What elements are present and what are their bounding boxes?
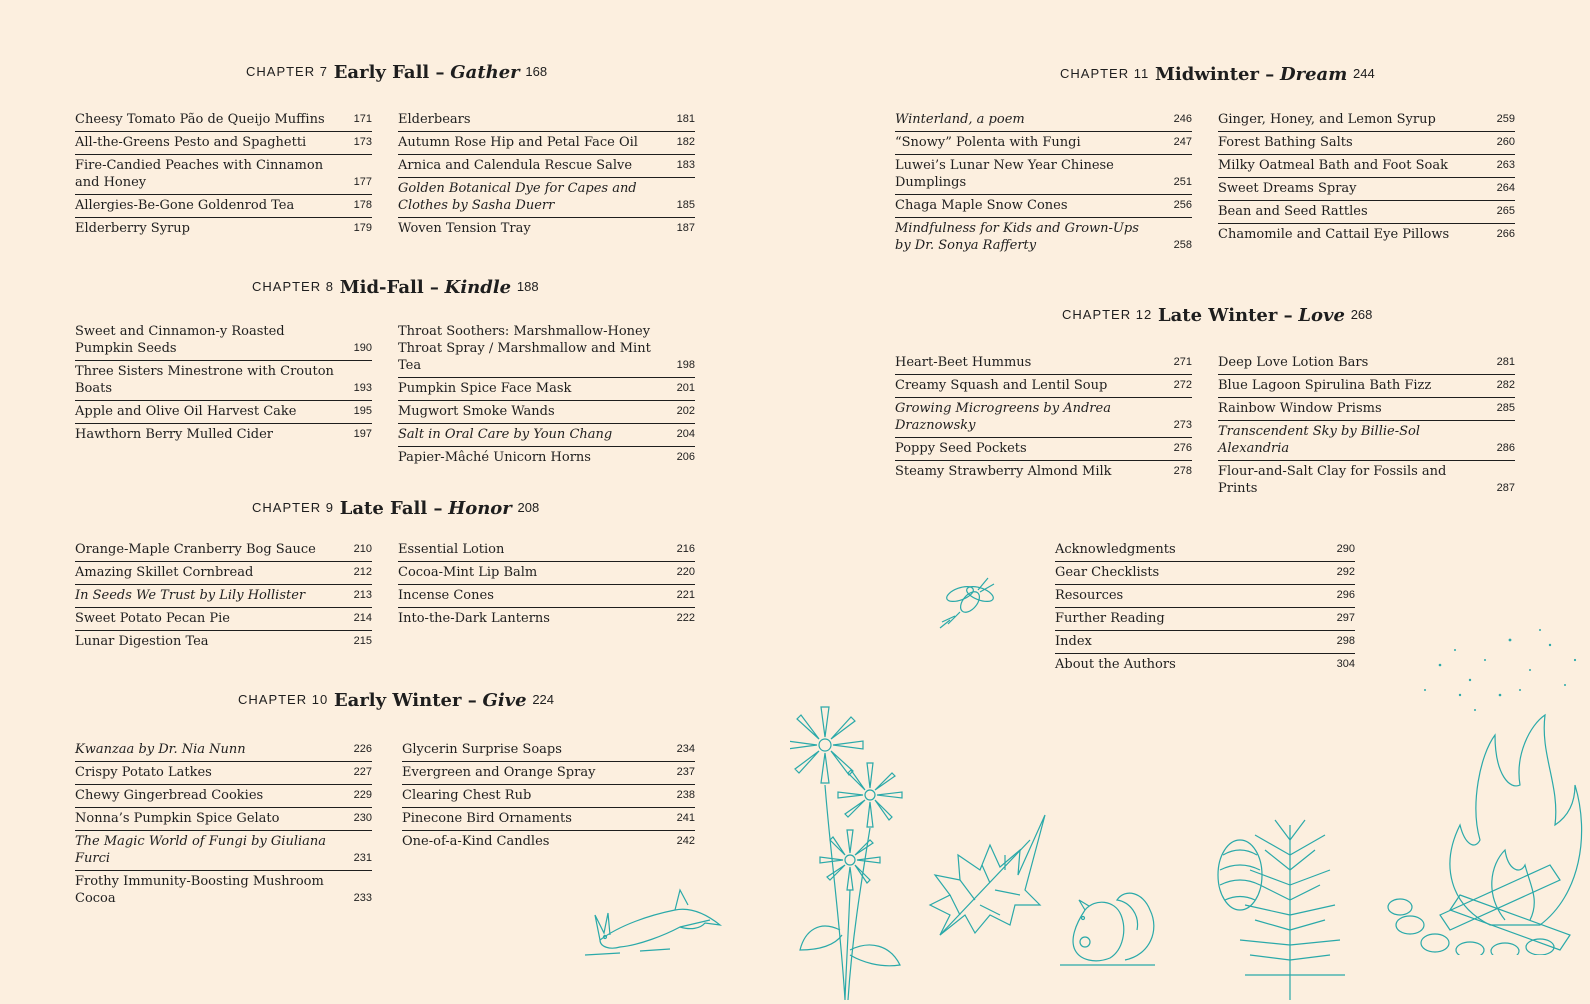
chapter-8-header[interactable] bbox=[252, 277, 539, 298]
chapter-page: 188 bbox=[516, 279, 539, 294]
toc-entry[interactable] bbox=[1218, 155, 1515, 178]
entry-title: Cheesy Tomato Pão de Queijo Muffins bbox=[75, 112, 325, 127]
toc-entry[interactable] bbox=[398, 109, 695, 132]
chapter-label: CHAPTER 12 bbox=[1062, 307, 1153, 322]
toc-entry[interactable] bbox=[398, 218, 695, 240]
toc-entry[interactable] bbox=[398, 178, 695, 218]
toc-entry[interactable] bbox=[402, 831, 695, 853]
entry-page: 193 bbox=[353, 382, 372, 394]
entry-title: Frothy Immunity-Boosting Mushroom Cocoa bbox=[75, 874, 324, 906]
chapter-page: 268 bbox=[1350, 307, 1373, 322]
leaf-illustration bbox=[920, 795, 1060, 945]
toc-entry[interactable] bbox=[895, 375, 1192, 398]
toc-column bbox=[398, 109, 695, 240]
entry-title: Bean and Seed Rattles bbox=[1218, 204, 1368, 219]
entry-title: Golden Botanical Dye for Capes and Clothes by Sasha Duerr bbox=[398, 181, 637, 213]
chapter-label: CHAPTER 10 bbox=[238, 692, 329, 707]
entry-page: 246 bbox=[1173, 113, 1192, 125]
entry-page: 242 bbox=[676, 835, 695, 847]
toc-entry[interactable] bbox=[398, 132, 695, 155]
toc-column bbox=[75, 739, 372, 910]
entry-page: 214 bbox=[353, 612, 372, 624]
toc-column bbox=[1218, 109, 1515, 246]
chapter-page: 208 bbox=[517, 500, 540, 515]
chapter-12-header[interactable] bbox=[1062, 305, 1372, 326]
toc-entry[interactable] bbox=[75, 195, 372, 218]
entry-title: Milky Oatmeal Bath and Foot Soak bbox=[1218, 158, 1448, 173]
entry-title: Chewy Gingerbread Cookies bbox=[75, 788, 264, 803]
entry-page: 234 bbox=[676, 743, 695, 755]
entry-page: 229 bbox=[353, 789, 372, 801]
entry-title: Rainbow Window Prisms bbox=[1218, 401, 1382, 416]
entry-page: 251 bbox=[1173, 176, 1192, 188]
entry-page: 183 bbox=[676, 159, 695, 171]
toc-entry[interactable] bbox=[895, 461, 1192, 483]
chapter-subtitle: Dream bbox=[1280, 64, 1348, 85]
entry-title: The Magic World of Fungi by Giuliana Furci bbox=[75, 834, 327, 866]
entry-page: 231 bbox=[353, 852, 372, 864]
entry-page: 220 bbox=[676, 566, 695, 578]
chapter-page: 224 bbox=[532, 692, 555, 707]
toc-entry[interactable] bbox=[1055, 608, 1355, 631]
toc-entry[interactable] bbox=[75, 401, 372, 424]
entry-title: Flour-and-Salt Clay for Fossils and Prints bbox=[1218, 464, 1447, 496]
entry-title: Sweet Potato Pecan Pie bbox=[75, 611, 230, 626]
toc-entry[interactable] bbox=[895, 109, 1192, 132]
toc-entry[interactable] bbox=[75, 608, 372, 631]
entry-page: 297 bbox=[1336, 612, 1355, 624]
toc-entry[interactable] bbox=[75, 871, 372, 910]
toc-entry[interactable] bbox=[1218, 352, 1515, 375]
toc-entry[interactable] bbox=[402, 785, 695, 808]
entry-page: 202 bbox=[676, 405, 695, 417]
chapter-subtitle: Give bbox=[482, 690, 527, 711]
toc-entry[interactable] bbox=[1218, 461, 1515, 500]
entry-title: Papier-Mâché Unicorn Horns bbox=[398, 450, 591, 465]
entry-page: 213 bbox=[353, 589, 372, 601]
entry-page: 179 bbox=[353, 222, 372, 234]
chapter-subtitle: Honor bbox=[448, 498, 512, 519]
entry-page: 178 bbox=[353, 199, 372, 211]
toc-entry[interactable] bbox=[75, 109, 372, 132]
toc-entry[interactable] bbox=[75, 562, 372, 585]
backmatter-list bbox=[1055, 539, 1355, 676]
entry-page: 247 bbox=[1173, 136, 1192, 148]
entry-page: 298 bbox=[1336, 635, 1355, 647]
entry-title: Apple and Olive Oil Harvest Cake bbox=[75, 404, 297, 419]
toc-entry[interactable] bbox=[895, 398, 1192, 438]
entry-page: 233 bbox=[353, 892, 372, 904]
chapter-11-header[interactable] bbox=[1060, 64, 1375, 85]
flowers-illustration bbox=[790, 700, 930, 1000]
entry-title: Clearing Chest Rub bbox=[402, 788, 532, 803]
entry-title: Heart-Beet Hummus bbox=[895, 355, 1032, 370]
entry-title: Mugwort Smoke Wands bbox=[398, 404, 555, 419]
chapter-title: Early Fall – bbox=[333, 62, 445, 83]
toc-entry[interactable] bbox=[398, 378, 695, 401]
entry-title: Sweet and Cinnamon-y Roasted Pumpkin Seeds bbox=[75, 324, 285, 356]
entry-title: All-the-Greens Pesto and Spaghetti bbox=[75, 135, 307, 150]
entry-page: 296 bbox=[1336, 589, 1355, 601]
entry-title: About the Authors bbox=[1055, 657, 1176, 672]
entry-title: Transcendent Sky by Billie-Sol Alexandria bbox=[1218, 424, 1420, 456]
entry-title: In Seeds We Trust by Lily Hollister bbox=[75, 588, 306, 603]
entry-title: Further Reading bbox=[1055, 611, 1165, 626]
chapter-page: 244 bbox=[1353, 66, 1375, 81]
toc-entry[interactable] bbox=[398, 155, 695, 178]
toc-entry[interactable] bbox=[75, 361, 372, 401]
entry-title: Woven Tension Tray bbox=[398, 221, 531, 236]
entry-page: 258 bbox=[1173, 239, 1192, 251]
entry-page: 197 bbox=[353, 428, 372, 440]
entry-page: 198 bbox=[676, 359, 695, 371]
toc-entry[interactable] bbox=[398, 608, 695, 630]
toc-entry[interactable] bbox=[398, 539, 695, 562]
entry-title: Kwanzaa by Dr. Nia Nunn bbox=[75, 742, 246, 757]
toc-entry[interactable] bbox=[75, 739, 372, 762]
entry-page: 195 bbox=[353, 405, 372, 417]
entry-page: 226 bbox=[353, 743, 372, 755]
entry-title: Sweet Dreams Spray bbox=[1218, 181, 1357, 196]
entry-title: Orange-Maple Cranberry Bog Sauce bbox=[75, 542, 316, 557]
entry-title: Growing Microgreens by Andrea Draznowsky bbox=[895, 401, 1111, 433]
firefly-illustration bbox=[930, 572, 1010, 642]
entry-title: Crispy Potato Latkes bbox=[75, 765, 212, 780]
toc-column bbox=[895, 352, 1192, 483]
toc-entry[interactable] bbox=[1055, 654, 1355, 676]
entry-page: 259 bbox=[1496, 113, 1515, 125]
entry-page: 221 bbox=[676, 589, 695, 601]
entry-title: Luwei’s Lunar New Year Chinese Dumplings bbox=[895, 158, 1114, 190]
toc-column bbox=[75, 109, 372, 240]
entry-page: 204 bbox=[676, 428, 695, 440]
toc-entry[interactable] bbox=[398, 585, 695, 608]
entry-title: Blue Lagoon Spirulina Bath Fizz bbox=[1218, 378, 1432, 393]
chapter-9-header[interactable] bbox=[252, 498, 539, 519]
toc-entry[interactable] bbox=[1055, 539, 1355, 562]
entry-page: 256 bbox=[1173, 199, 1192, 211]
entry-title: Amazing Skillet Cornbread bbox=[75, 565, 254, 580]
entry-title: Allergies-Be-Gone Goldenrod Tea bbox=[75, 198, 295, 213]
entry-title: Ginger, Honey, and Lemon Syrup bbox=[1218, 112, 1436, 127]
toc-entry[interactable] bbox=[1218, 375, 1515, 398]
toc-entry[interactable] bbox=[1218, 178, 1515, 201]
toc-entry[interactable] bbox=[75, 132, 372, 155]
squirrel-illustration bbox=[1055, 880, 1165, 970]
entry-page: 237 bbox=[676, 766, 695, 778]
entry-title: Resources bbox=[1055, 588, 1124, 603]
chapter-label: CHAPTER 9 bbox=[252, 500, 334, 515]
entry-page: 273 bbox=[1173, 419, 1192, 431]
entry-page: 171 bbox=[353, 113, 372, 125]
toc-column bbox=[75, 539, 372, 653]
toc-entry[interactable] bbox=[398, 401, 695, 424]
toc-entry[interactable] bbox=[398, 447, 695, 469]
entry-title: Elderbears bbox=[398, 112, 471, 127]
chapter-subtitle: Gather bbox=[450, 62, 520, 83]
entry-title: Essential Lotion bbox=[398, 542, 505, 557]
entry-title: Creamy Squash and Lentil Soup bbox=[895, 378, 1108, 393]
toc-entry[interactable] bbox=[1055, 585, 1355, 608]
entry-title: Acknowledgments bbox=[1055, 542, 1176, 557]
chapter-label: CHAPTER 7 bbox=[246, 64, 328, 79]
toc-column bbox=[75, 321, 372, 446]
entry-title: Chaga Maple Snow Cones bbox=[895, 198, 1068, 213]
entry-page: 278 bbox=[1173, 465, 1192, 477]
toc-entry[interactable] bbox=[895, 195, 1192, 218]
entry-title: Pinecone Bird Ornaments bbox=[402, 811, 572, 826]
entry-title: Index bbox=[1055, 634, 1092, 649]
toc-entry[interactable] bbox=[75, 762, 372, 785]
entry-page: 215 bbox=[353, 635, 372, 647]
chapter-title: Early Winter – bbox=[333, 690, 477, 711]
chapter-subtitle: Kindle bbox=[444, 277, 512, 298]
entry-page: 206 bbox=[676, 451, 695, 463]
chapter-10-header[interactable] bbox=[238, 690, 554, 711]
entry-title: Incense Cones bbox=[398, 588, 494, 603]
entry-title: Fire-Candied Peaches with Cinnamon and Honey bbox=[75, 158, 324, 190]
toc-entry[interactable] bbox=[75, 155, 372, 195]
toc-entry[interactable] bbox=[1218, 224, 1515, 246]
entry-title: Mindfulness for Kids and Grown-Ups by Dr. Sonya Rafferty bbox=[895, 221, 1139, 253]
entry-page: 276 bbox=[1173, 442, 1192, 454]
entry-page: 212 bbox=[353, 566, 372, 578]
entry-page: 185 bbox=[676, 199, 695, 211]
entry-page: 187 bbox=[676, 222, 695, 234]
entry-title: Pumpkin Spice Face Mask bbox=[398, 381, 572, 396]
entry-title: Arnica and Calendula Rescue Salve bbox=[398, 158, 633, 173]
toc-entry[interactable] bbox=[75, 631, 372, 653]
toc-entry[interactable] bbox=[1055, 562, 1355, 585]
toc-entry[interactable] bbox=[75, 831, 372, 871]
toc-entry[interactable] bbox=[1218, 109, 1515, 132]
toc-entry[interactable] bbox=[1218, 132, 1515, 155]
entry-title: One-of-a-Kind Candles bbox=[402, 834, 550, 849]
entry-page: 181 bbox=[676, 113, 695, 125]
chapter-title: Late Winter – bbox=[1157, 305, 1293, 326]
entry-title: Lunar Digestion Tea bbox=[75, 634, 209, 649]
toc-column bbox=[398, 539, 695, 630]
entry-title: Hawthorn Berry Mulled Cider bbox=[75, 427, 273, 442]
toc-entry[interactable] bbox=[895, 155, 1192, 195]
chapter-title: Late Fall – bbox=[339, 498, 443, 519]
entry-page: 271 bbox=[1173, 356, 1192, 368]
entry-page: 177 bbox=[353, 176, 372, 188]
chapter-7-header[interactable] bbox=[246, 62, 547, 83]
toc-entry[interactable] bbox=[402, 808, 695, 831]
entry-page: 222 bbox=[676, 612, 695, 624]
chapter-title: Midwinter – bbox=[1154, 64, 1275, 85]
entry-title: Winterland, a poem bbox=[895, 112, 1025, 127]
entry-title: “Snowy” Polenta with Fungi bbox=[895, 135, 1081, 150]
entry-page: 292 bbox=[1336, 566, 1355, 578]
entry-title: Gear Checklists bbox=[1055, 565, 1160, 580]
entry-title: Into-the-Dark Lanterns bbox=[398, 611, 550, 626]
entry-page: 290 bbox=[1336, 543, 1355, 555]
entry-page: 265 bbox=[1496, 205, 1515, 217]
toc-entry[interactable] bbox=[895, 132, 1192, 155]
toc-entry[interactable] bbox=[895, 352, 1192, 375]
toc-entry[interactable] bbox=[402, 739, 695, 762]
toc-entry[interactable] bbox=[75, 424, 372, 446]
entry-title: Poppy Seed Pockets bbox=[895, 441, 1027, 456]
entry-title: Throat Soothers: Marshmallow-Honey Throat Spray / Marshmallow and Mint Tea bbox=[398, 324, 651, 373]
toc-entry[interactable] bbox=[402, 762, 695, 785]
entry-title: Three Sisters Minestrone with Crouton Boats bbox=[75, 364, 334, 396]
entry-page: 282 bbox=[1496, 379, 1515, 391]
entry-page: 263 bbox=[1496, 159, 1515, 171]
entry-page: 264 bbox=[1496, 182, 1515, 194]
entry-title: Autumn Rose Hip and Petal Face Oil bbox=[398, 135, 638, 150]
entry-title: Cocoa-Mint Lip Balm bbox=[398, 565, 538, 580]
campfire-illustration bbox=[1380, 625, 1590, 955]
chapter-title: Mid-Fall – bbox=[339, 277, 439, 298]
toc-entry[interactable] bbox=[75, 808, 372, 831]
chapter-subtitle: Love bbox=[1298, 305, 1345, 326]
rabbit-illustration bbox=[580, 885, 730, 965]
entry-title: Nonna’s Pumpkin Spice Gelato bbox=[75, 811, 280, 826]
toc-entry[interactable] bbox=[75, 539, 372, 562]
entry-page: 260 bbox=[1496, 136, 1515, 148]
toc-entry[interactable] bbox=[1218, 398, 1515, 421]
toc-column bbox=[398, 321, 695, 469]
toc-entry[interactable] bbox=[75, 585, 372, 608]
toc-entry[interactable] bbox=[398, 321, 695, 378]
entry-title: Glycerin Surprise Soaps bbox=[402, 742, 562, 757]
entry-page: 304 bbox=[1336, 658, 1355, 670]
entry-title: Steamy Strawberry Almond Milk bbox=[895, 464, 1112, 479]
toc-entry[interactable] bbox=[895, 218, 1192, 257]
entry-title: Chamomile and Cattail Eye Pillows bbox=[1218, 227, 1450, 242]
entry-page: 216 bbox=[676, 543, 695, 555]
entry-page: 190 bbox=[353, 342, 372, 354]
entry-title: Elderberry Syrup bbox=[75, 221, 190, 236]
entry-page: 230 bbox=[353, 812, 372, 824]
entry-page: 173 bbox=[353, 136, 372, 148]
toc-entry[interactable] bbox=[1218, 201, 1515, 224]
toc-entry[interactable] bbox=[1055, 631, 1355, 654]
entry-title: Evergreen and Orange Spray bbox=[402, 765, 596, 780]
entry-page: 210 bbox=[353, 543, 372, 555]
toc-entry[interactable] bbox=[75, 785, 372, 808]
entry-page: 227 bbox=[353, 766, 372, 778]
entry-page: 285 bbox=[1496, 402, 1515, 414]
entry-page: 201 bbox=[676, 382, 695, 394]
toc-entry[interactable] bbox=[1218, 421, 1515, 461]
entry-page: 281 bbox=[1496, 356, 1515, 368]
entry-title: Deep Love Lotion Bars bbox=[1218, 355, 1369, 370]
entry-title: Salt in Oral Care by Youn Chang bbox=[398, 427, 613, 442]
pine-illustration bbox=[1195, 815, 1365, 1000]
toc-entry[interactable] bbox=[75, 321, 372, 361]
entry-page: 238 bbox=[676, 789, 695, 801]
entry-page: 286 bbox=[1496, 442, 1515, 454]
chapter-page: 168 bbox=[525, 64, 548, 79]
entry-title: Forest Bathing Salts bbox=[1218, 135, 1353, 150]
chapter-label: CHAPTER 8 bbox=[252, 279, 334, 294]
toc-column bbox=[1218, 352, 1515, 500]
toc-entry[interactable] bbox=[75, 218, 372, 240]
entry-page: 182 bbox=[676, 136, 695, 148]
toc-entry[interactable] bbox=[398, 562, 695, 585]
toc-column bbox=[402, 739, 695, 853]
entry-page: 287 bbox=[1496, 482, 1515, 494]
entry-page: 272 bbox=[1173, 379, 1192, 391]
chapter-label: CHAPTER 11 bbox=[1060, 66, 1150, 81]
toc-column bbox=[895, 109, 1192, 257]
toc-entry[interactable] bbox=[398, 424, 695, 447]
entry-page: 266 bbox=[1496, 228, 1515, 240]
entry-page: 241 bbox=[676, 812, 695, 824]
toc-entry[interactable] bbox=[895, 438, 1192, 461]
